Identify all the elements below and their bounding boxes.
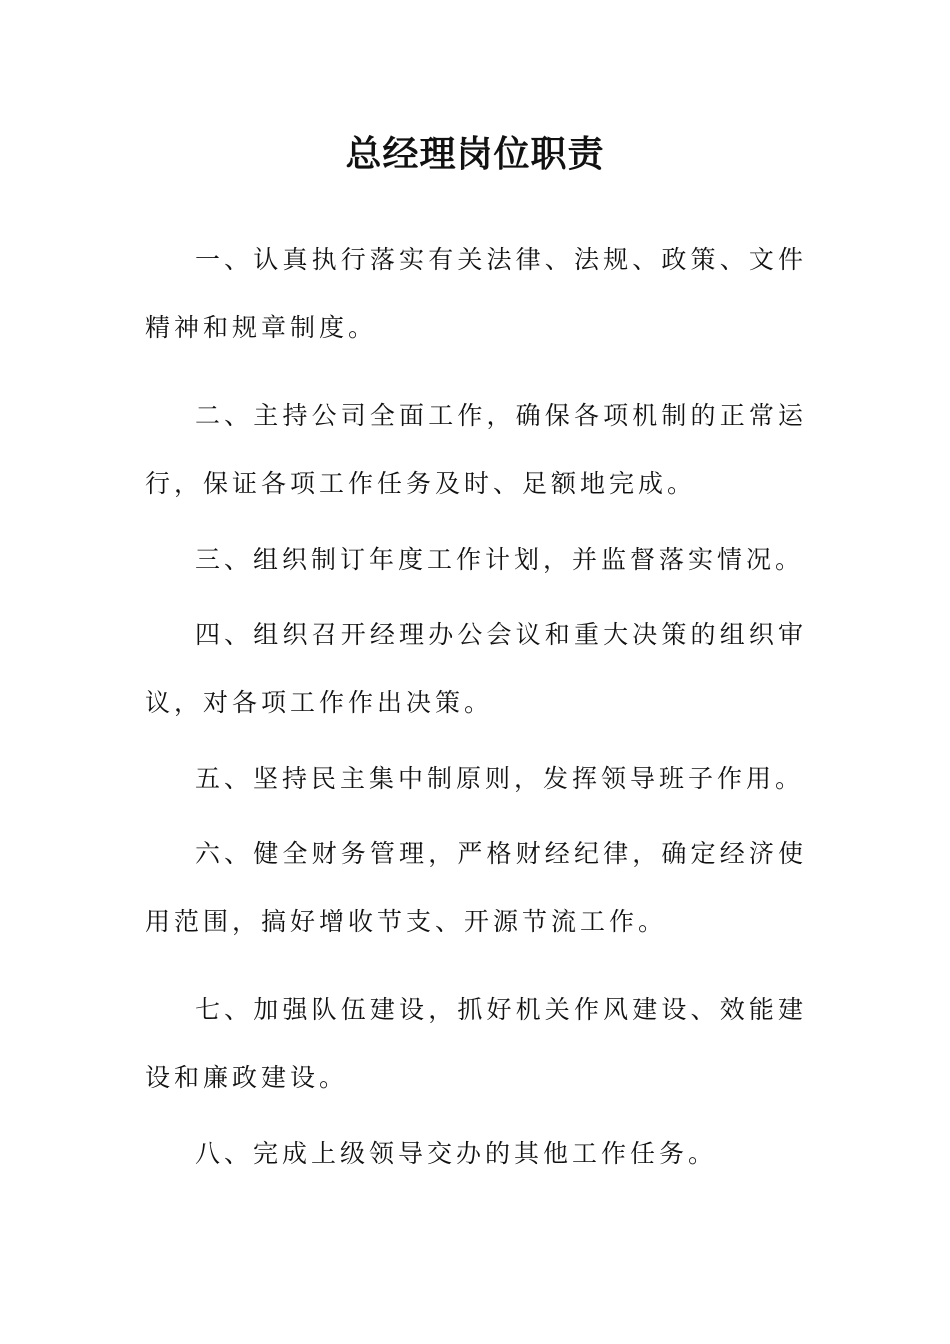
duty-paragraph-1: 一、认真执行落实有关法律、法规、政策、文件精神和规章制度。	[145, 245, 807, 342]
duty-paragraph-8: 八、完成上级领导交办的其他工作任务。	[195, 1139, 718, 1168]
document-title: 总经理岗位职责	[345, 133, 605, 175]
duty-paragraph-4: 四、组织召开经理办公会议和重大决策的组织审议，对各项工作作出决策。	[145, 620, 807, 717]
duty-paragraph-7: 七、加强队伍建设，抓好机关作风建设、效能建设和廉政建设。	[145, 995, 807, 1092]
duty-paragraph-6: 六、健全财务管理，严格财经纪律，确定经济使用范围，搞好增收节支、开源节流工作。	[145, 839, 807, 936]
duty-paragraph-3: 三、组织制订年度工作计划，并监督落实情况。	[195, 545, 805, 574]
duty-paragraph-2: 二、主持公司全面工作，确保各项机制的正常运行，保证各项工作任务及时、足额地完成。	[145, 401, 807, 498]
document-body	[145, 226, 807, 1195]
duty-paragraph-5: 五、坚持民主集中制原则，发挥领导班子作用。	[195, 764, 805, 793]
